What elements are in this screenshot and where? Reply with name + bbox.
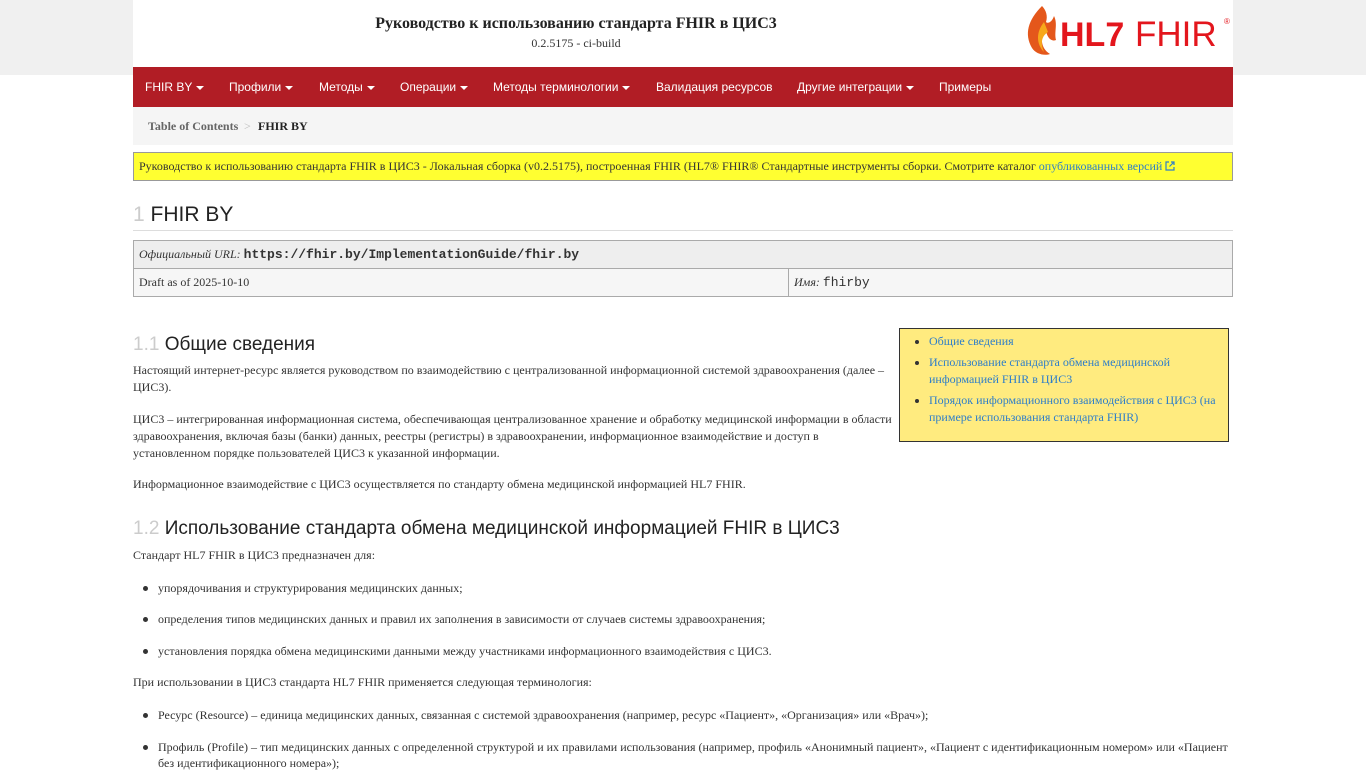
- external-link-icon: [1165, 161, 1175, 171]
- caret-down-icon: [906, 86, 914, 90]
- breadcrumb-separator: >: [244, 119, 251, 133]
- toc-item[interactable]: • Порядок информационного взаимодействия с ЦИС3 (на примере использования стандарта FHIR): [929, 392, 1228, 426]
- published-versions-link[interactable]: опубликованных версий: [1039, 159, 1176, 173]
- nav-profiles[interactable]: Профили: [229, 67, 293, 107]
- section-number: 1: [133, 203, 145, 226]
- caret-down-icon: [460, 86, 468, 90]
- main-navbar: [133, 67, 1233, 107]
- paragraph: Настоящий интернет-ресурс является руководством по взаимодействию с централизованной информационной системой здравоохранения (далее – ЦИС3).: [133, 363, 885, 394]
- table-of-contents-box: [899, 328, 1229, 442]
- page-title: [133, 203, 1233, 231]
- official-url-value: https://fhir.by/ImplementationGuide/fhir.by: [243, 247, 580, 262]
- nav-terminology-methods[interactable]: Методы терминологии: [493, 67, 630, 107]
- paragraph: ЦИС3 – интегрированная информационная система, обеспечивающая централизованное хранение и обработку медицинской информации в области здравоохранения, включая базы (банки) данных, реестры (регистры) в здравоохранении, информационное взаимодействие и доступ в установленном порядке пользователей ЦИС3 к указанной информации.: [133, 412, 892, 460]
- list-item: Ресурс (Resource) – единица медицинских данных, связанная с системой здравоохранения (например, ресурс «Пациент», «Организация» или «Врач»);: [158, 708, 929, 722]
- caret-down-icon: [367, 86, 375, 90]
- metadata-table: [133, 240, 1233, 297]
- toc-item[interactable]: • Общие сведения: [929, 333, 1228, 350]
- bullet-icon: [143, 617, 148, 622]
- guide-title: Руководство к использованию стандарта FHIR в ЦИС3: [375, 15, 777, 32]
- nav-operations[interactable]: Операции: [400, 67, 468, 107]
- section-1-2-heading: 1.2 Использование стандарта обмена медицинской информацией FHIR в ЦИС3: [133, 518, 840, 539]
- bullet-icon: [143, 649, 148, 654]
- status-cell: Draft as of 2025-10-10: [134, 269, 789, 297]
- guide-version: 0.2.5175 - ci-build: [531, 36, 621, 50]
- breadcrumb-current: FHIR BY: [258, 119, 308, 133]
- svg-text:FHIR: FHIR: [1135, 15, 1217, 54]
- caret-down-icon: [196, 86, 204, 90]
- bullet-icon: [143, 745, 148, 750]
- breadcrumb: [133, 107, 1233, 145]
- list-item: Профиль (Profile) – тип медицинских данных с определенной структурой и их правилами использования (например, профиль «Анонимный пациент», «Пациент с идентификационным номером» или «Пациент без идентификационного номера»);: [158, 740, 1228, 770]
- official-url-label: Официальный URL: [139, 247, 237, 261]
- nav-fhir-by[interactable]: FHIR BY: [145, 67, 204, 107]
- caret-down-icon: [285, 86, 293, 90]
- caret-down-icon: [622, 86, 630, 90]
- paragraph: При использовании в ЦИС3 стандарта HL7 FHIR применяется следующая терминология:: [133, 675, 592, 689]
- toc-item[interactable]: • Использование стандарта обмена медицинской информацией FHIR в ЦИС3: [929, 354, 1228, 388]
- list-item: упорядочивания и структурирования медицинских данных;: [158, 581, 463, 595]
- build-notice-text: Руководство к использованию стандарта FHIR в ЦИС3 - Локальная сборка (v0.2.5175), построенная FHIR (HL7® FHIR® Стандартные инструменты сборки. Смотрите каталог: [139, 159, 1039, 173]
- nav-methods[interactable]: Методы: [319, 67, 375, 107]
- list-item: установления порядка обмена медицинскими данными между участниками информационного взаимодействия с ЦИС3.: [158, 644, 772, 658]
- name-label: Имя: [794, 275, 816, 289]
- page-header: [133, 0, 1233, 75]
- nav-resource-validation[interactable]: Валидация ресурсов: [656, 80, 773, 94]
- svg-text:®: ®: [1224, 17, 1230, 26]
- name-value: fhirby: [822, 275, 870, 290]
- nav-other-integrations[interactable]: Другие интеграции: [797, 67, 914, 107]
- bullet-icon: [143, 713, 148, 718]
- nav-examples[interactable]: Примеры: [939, 80, 992, 94]
- svg-text:HL7: HL7: [1060, 16, 1125, 54]
- breadcrumb-toc-link[interactable]: Table of Contents: [148, 119, 239, 133]
- paragraph: Стандарт HL7 FHIR в ЦИС3 предназначен для:: [133, 548, 376, 562]
- name-cell: Имя: fhirby: [789, 269, 1233, 297]
- hl7-fhir-logo[interactable]: [1024, 4, 1233, 56]
- page-title-text: FHIR BY: [150, 203, 234, 226]
- official-url-cell: Официальный URL: https://fhir.by/ImplementationGuide/fhir.by: [134, 241, 1233, 269]
- bullet-icon: [143, 586, 148, 591]
- section-1-1-heading: 1.1 Общие сведения: [133, 334, 316, 355]
- paragraph: Информационное взаимодействие с ЦИС3 осуществляется по стандарту обмена медицинской информацией HL7 FHIR.: [133, 477, 746, 491]
- list-item: определения типов медицинских данных и правил их заполнения в зависимости от случаев системы здравоохранения;: [158, 612, 766, 626]
- build-notice: [133, 152, 1233, 181]
